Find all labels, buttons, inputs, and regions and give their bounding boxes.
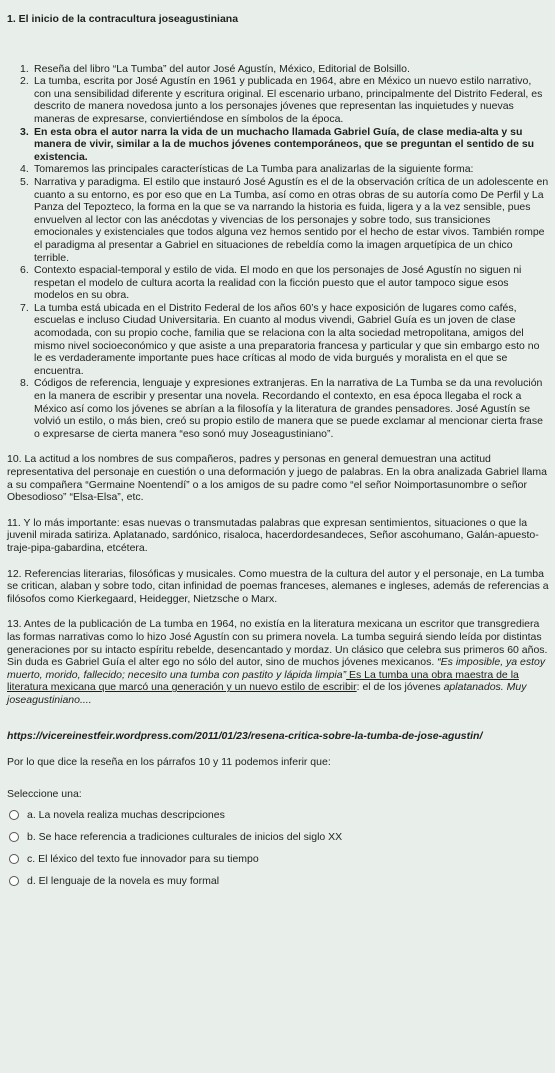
question-text: Por lo que dice la reseña en los párrafos 10 y 11 podemos inferir que: (7, 756, 331, 769)
option-a[interactable] (7, 804, 555, 826)
list-item: 3. En esta obra el autor narra la vida de un muchacho llamada Gabriel Guía, de clase media-alta y su manera de vivir, similar a la de muchos jóvenes contemporáneos, que se preguntan el sentido de su existencia. (20, 125, 535, 163)
source-url: https://vicereinestfeir.wordpress.com/2011/01/23/resena-critica-sobre-la-tumba-de-jose-agustin/ (7, 729, 483, 742)
list-item: 5. Narrativa y paradigma. El estilo que instauró José Agustín es el de la observación crítica de un adolescente en cuanto a su entorno, es por eso que en La Tumba, así como en otras obras de su autoría como De Perfil y La Panza del Tepozteco, la forma en la que se va narrando la historia es fuida, ligera y a la vez sensible, pues envuelven al lector con las anécdotas y vivencias de los personajes y sobre todo, sus transiciones emocionales y existenciales que todos alguna vez hemos sentido por el hecho de estar vivos. También rompe el paradigma al presentar a Gabriel en situaciones de rebeldía como la imagen arquetípica de un chico terrible. (20, 175, 549, 264)
section-title: 1. El inicio de la contracultura joseagustiniana (7, 13, 239, 25)
radio-button-b[interactable] (9, 832, 19, 842)
option-c[interactable] (7, 848, 555, 870)
list-item: 6. Contexto espacial-temporal y estilo de vida. El modo en que los personajes de José Agustín no siguen ni respetan el modelo de cultura acorta la realidad con la ficción puesto que el autor tampoco sigue esos modelos en su obra. (20, 264, 522, 302)
numbered-list (8, 63, 555, 441)
option-b[interactable] (7, 826, 555, 848)
paragraph-13: 13. Antes de la publicación de La tumba en 1964, no existía en la literatura mexicana un escritor que transgrediera las formas narrativas como lo hizo José Agustín con su primera novela. La tumba seguirá siendo leída por distintas generaciones por su intacto espíritu rebelde, desencantado y mordaz. Un clásico que celebra sus primeros 60 años. Sin duda es Gabriel Guía el alter ego no sólo del autor, sino de muchos jóvenes mexicanos. “Es imposible, ya estoy muerto, morido, fallecido; necesito una tumba con pastito y lápida limpia” Es La tumba una obra maestra de la literatura mexicana que marcó una generación y un nuevo estilo de escribir: el de los jóvenes aplatanados. Muy joseagustiniano.... (7, 618, 548, 706)
radio-button-d[interactable] (9, 876, 19, 886)
paragraph-10: 10. La actitud a los nombres de sus compañeros, padres y personas en general demuestran una actitud representativa del personaje en cuestión o una deformación y juego de palabras. En la obra analizada Gabriel llama a su compañera “Germaine Noentendí” o a los amigos de su padre como “el señor Noimportasunombre o señor Obesodioso” “Elsa-Elsa”, etc. (7, 453, 547, 504)
option-label: c. El léxico del texto fue innovador para su tiempo (27, 852, 259, 865)
option-label: d. El lenguaje de la novela es muy formal (27, 874, 220, 887)
list-item: 8. Códigos de referencia, lenguaje y expresiones extranjeras. En la narrativa de La Tumba se da una revolución en la manera de escribir y presentar una novela. Recordando el contexto, en esa época llegaba el rock a México así como los jóvenes se abrían a la filosofía y la literatura de grandes pensadores. José Agustín se volvió un estilo, o más bien, creó su propio estilo de manera que se puede exclamar al mencionar cierta frase o expresarse de cierta manera “eso sonó muy Joseagustiniano”. (20, 377, 543, 440)
radio-button-c[interactable] (9, 854, 19, 864)
select-hint: Seleccione una: (7, 787, 82, 800)
option-label: b. Se hace referencia a tradiciones culturales de inicios del siglo XX (27, 830, 343, 843)
option-label: a. La novela realiza muchas descripciones (27, 808, 225, 821)
paragraph-11: 11. Y lo más importante: esas nuevas o transmutadas palabras que expresan sentimientos, situaciones o que la juvenil mirada satiriza. Aplatanado, sardónico, risaloca, hacerdordesandeces, Señor ascohumano, Galán-apuesto-traje-pipa-gabardina, etcétera. (7, 516, 539, 554)
list-item: 1. Reseña del libro “La Tumba” del autor José Agustín, México, Editorial de Bolsillo. (20, 62, 410, 75)
answer-options (7, 804, 555, 892)
list-item: 4. Tomaremos las principales características de La Tumba para analizarlas de la siguiente forma: (20, 163, 474, 176)
list-item: 7. La tumba está ubicada en el Distrito Federal de los años 60’s y hace exposición de lugares como cafés, escuelas e incluso Ciudad Universitaria. En cuanto al modus vivendi, Gabriel Guía es un joven de clase acomodada, con su propio coche, familia que se relaciona con la alta sociedad metropolitana, amigos del mismo nivel socioeconómico y que asiste a una preparatoria francesa y particular y que sin embargo esto no le es verdaderamente importante pues hace críticas al modo de vida burgués y moralista en el que se encuentra. (20, 301, 540, 377)
numbered-list-box (8, 63, 555, 441)
paragraph-12: 12. Referencias literarias, filosóficas y musicales. Como muestra de la cultura del autor y el personaje, en La tumba se critican, alaban y sobre todo, citan infinidad de poemas franceses, alemanes e ingleses, además de referencias a filósofos como Kierkegaard, Heidegger, Nietzsche o Marx. (7, 567, 549, 605)
option-d[interactable] (7, 870, 555, 892)
list-item: 2. La tumba, escrita por José Agustín en 1961 y publicada en 1964, abre en México un nuevo estilo narrativo, con una sensibilidad diferente y escritura original. El escenario urbano, principalmente del Distrito Federal, es descrito de manera novedosa junto a los personajes jóvenes que representan las inquietudes y nuevas maneras de expresarse, conviertiéndose en símbolos de la época. (20, 75, 543, 125)
radio-button-a[interactable] (9, 810, 19, 820)
